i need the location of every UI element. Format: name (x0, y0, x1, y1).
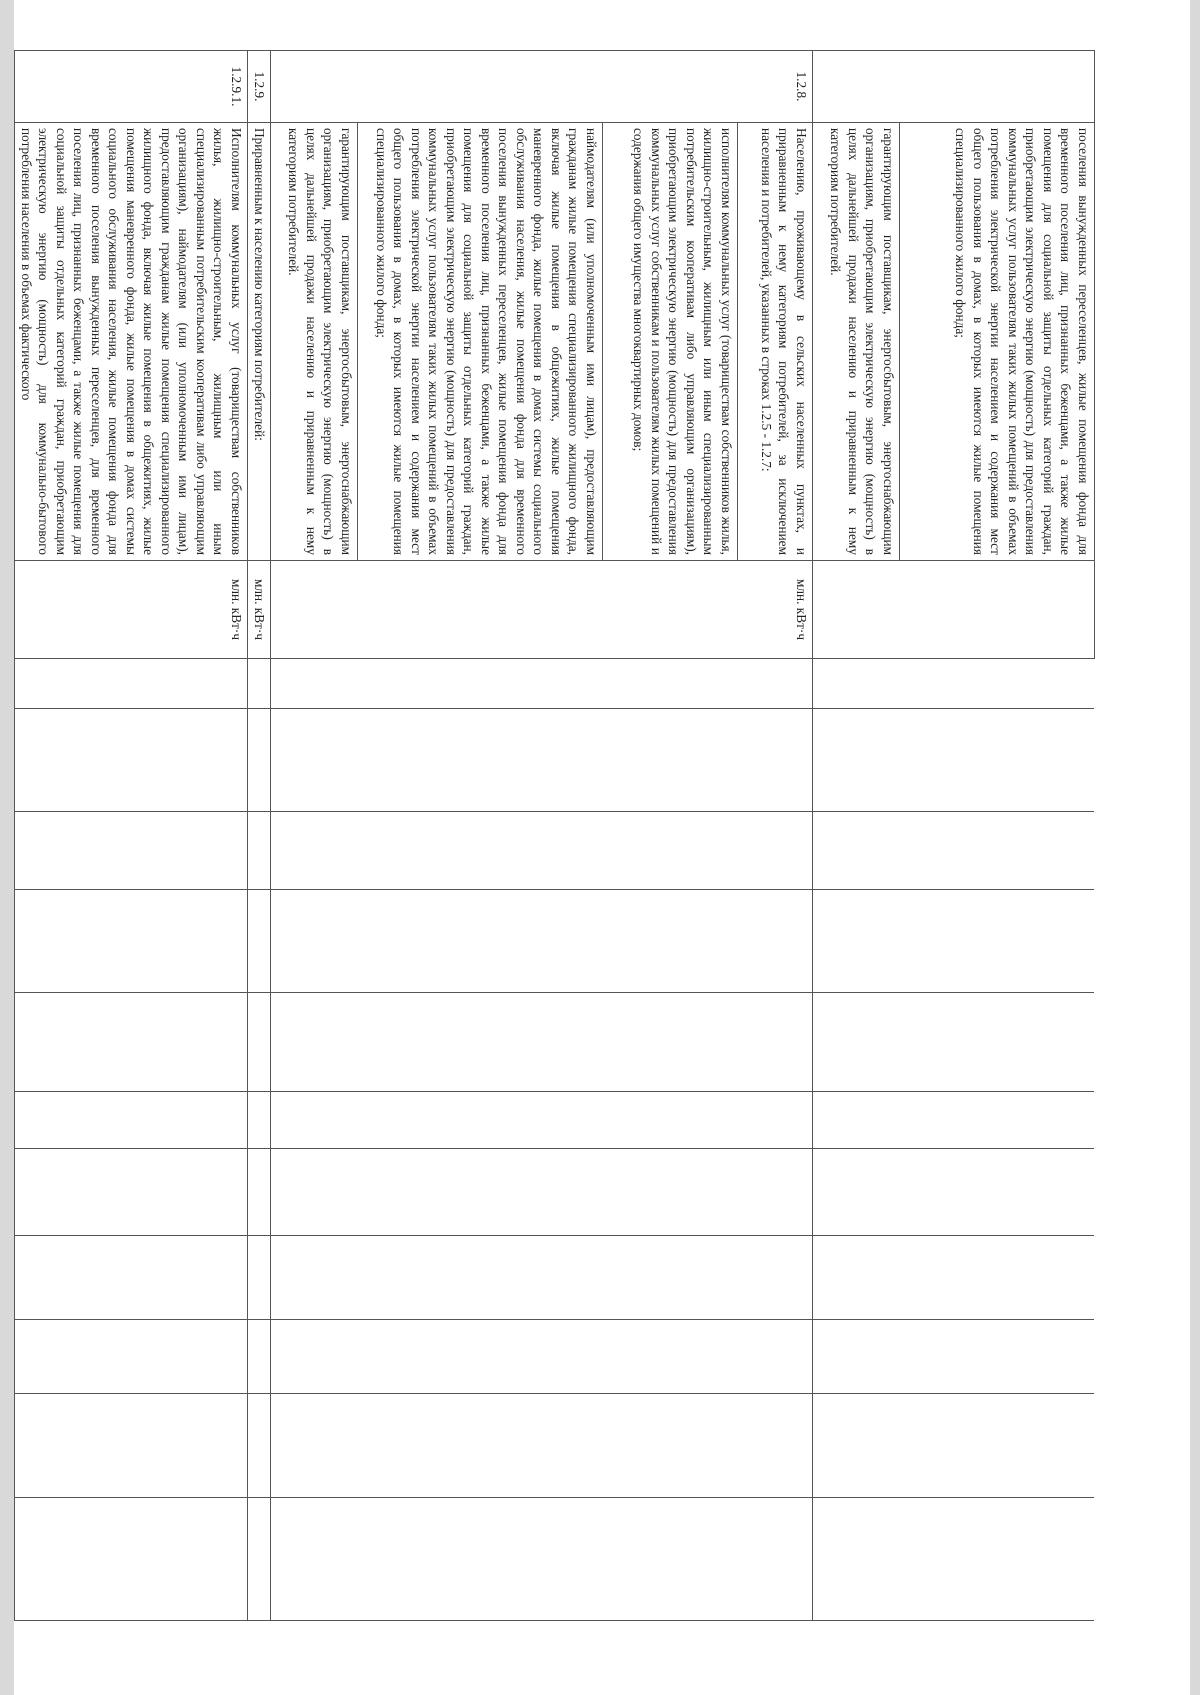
value-cell (813, 993, 1095, 1092)
value-cell (271, 812, 813, 890)
value-cell (15, 709, 248, 812)
value-cell (813, 1320, 1095, 1394)
value-cell (15, 659, 248, 709)
scan-edge-left (0, 0, 14, 1695)
value-cell (248, 659, 271, 709)
value-cell (271, 1092, 813, 1149)
table-row (738, 51, 813, 1621)
value-cell (15, 1149, 248, 1236)
value-cell (248, 1236, 271, 1320)
value-cell (15, 1320, 248, 1394)
value-cell (15, 890, 248, 993)
row-code: 1.2.8. (271, 51, 813, 123)
row-text: Населению, проживающему в сельских населенных пунктах, и приравненным к нему категориям потребителей, за исключением населения и потребителей, указанных в строках 1.2.5 - 1.2.7: (738, 123, 813, 561)
value-cell (271, 1149, 813, 1236)
row-text: наймодателям (или уполномоченным ими лицам), предоставляющим гражданам жилые помещения специализированного жилищного фонда, включая жилые помещения в общежитиях, жилые помещения маневренного фонда, жилые помещения в домах системы социального обслуживания населения, жилые помещения фонда для временного поселения вынужденных переселенцев, жилые помещения фонда для временного поселения лиц, признанных беженцами, а также жилые помещения для социальной защиты отдельных категорий граждан, приобретающим электрическую энергию (мощность) для предоставления коммунальных услуг пользователям таких жилых помещений в объемах потребления электрической энергии населением и содержания мест общего пользования в домах, в которых имеются жилые помещения специализированного жилого фонда; (358, 123, 603, 561)
value-cell (248, 1498, 271, 1621)
row-text: гарантирующим поставщикам, энергосбытовым, энергоснабжающим организациям, приобретающим электрическую энергию (мощность) в целях дальнейшей продажи населению и приравненным к нему категориям потребителей. (271, 123, 358, 561)
row-unit: млн. кВт·ч (248, 561, 271, 659)
scan-edge-right (1190, 0, 1200, 1695)
value-cell (271, 890, 813, 993)
value-cell (813, 1092, 1095, 1149)
value-cell (15, 1394, 248, 1498)
value-cell (813, 1236, 1095, 1320)
value-cell (248, 890, 271, 993)
value-cell (15, 1092, 248, 1149)
value-cell (813, 812, 1095, 890)
value-cell (813, 1149, 1095, 1236)
row-code: 1.2.9. (248, 51, 271, 123)
row-text: исполнителям коммунальных услуг (товариществам собственников жилья, жилищно-строительным, жилищным или иным специализированным потребительским кооперативам либо управляющим организациям), приобретающим электрическую энергию (мощность) для предоставления коммунальных услуг собственникам и пользователям жилых помещений и содержания общего имущества многоквартирных домов; (603, 123, 738, 561)
value-cell (248, 1394, 271, 1498)
value-cell (271, 1320, 813, 1394)
value-cell (271, 1236, 813, 1320)
tariff-table (15, 50, 1096, 1621)
row-unit: млн. кВт·ч (15, 561, 248, 659)
table-row (248, 51, 271, 1621)
value-cell (248, 1149, 271, 1236)
value-cell (271, 1394, 813, 1498)
value-cell (813, 890, 1095, 993)
row-unit: млн. кВт·ч (271, 561, 813, 659)
value-cell (248, 993, 271, 1092)
value-cell (248, 812, 271, 890)
table-row (15, 51, 248, 1621)
value-cell (813, 709, 1095, 812)
value-cell (248, 1092, 271, 1149)
row-text: Приравненным к населению категориям потребителей: (248, 123, 271, 561)
value-cell (813, 659, 1095, 709)
rotated-table-container (19, 50, 1095, 1620)
value-cell (15, 993, 248, 1092)
row-text: поселения вынужденных переселенцев, жилые помещения фонда для временного поселения лиц, признанных беженцами, а также жилые помещения для социальной защиты отдельных категорий граждан, приобретающим электрическую энергию (мощность) для предоставления коммунальных услуг пользователям таких жилых помещений в объемах потребления электрической энергии населением и содержания мест общего пользования в домах, в которых имеются жилые помещения специализированного жилого фонда; (900, 123, 1095, 561)
row-text: Исполнителям коммунальных услуг (товариществам собственников жилья, жилищно-строительным, жилищным или иным специализированным потребительским кооперативам либо управляющим организациям), наймодателям (или уполномоченным ими лицам), предоставляющим гражданам жилые помещения специализированного жилищного фонда, включая жилые помещения в общежитиях, жилые помещения маневренного фонда, жилые помещения в домах системы социального обслуживания населения, жилые помещения фонда для временного поселения вынужденных переселенцев, для временного поселения лиц, признанных беженцами, а также жилые помещения для социальной защиты отдельных категорий граждан, приобретающим электрическую энергию (мощность) для коммунально-бытового потребления населения в объемах фактического (15, 123, 248, 561)
value-cell (271, 659, 813, 709)
value-cell (813, 1498, 1095, 1621)
row-unit (813, 561, 1095, 659)
row-text: гарантирующим поставщикам, энергосбытовым, энергоснабжающим организациям, приобретающим электрическую энергию (мощность) в целях дальнейшей продажи населению и приравненным к нему категориям потребителей. (813, 123, 900, 561)
row-code (813, 51, 1095, 123)
value-cell (271, 1498, 813, 1621)
value-cell (15, 812, 248, 890)
value-cell (15, 1498, 248, 1621)
value-cell (248, 1320, 271, 1394)
value-cell (813, 1394, 1095, 1498)
row-code: 1.2.9.1. (15, 51, 248, 123)
value-cell (15, 1236, 248, 1320)
value-cell (271, 709, 813, 812)
table-row (900, 51, 1095, 1621)
value-cell (248, 709, 271, 812)
value-cell (271, 993, 813, 1092)
